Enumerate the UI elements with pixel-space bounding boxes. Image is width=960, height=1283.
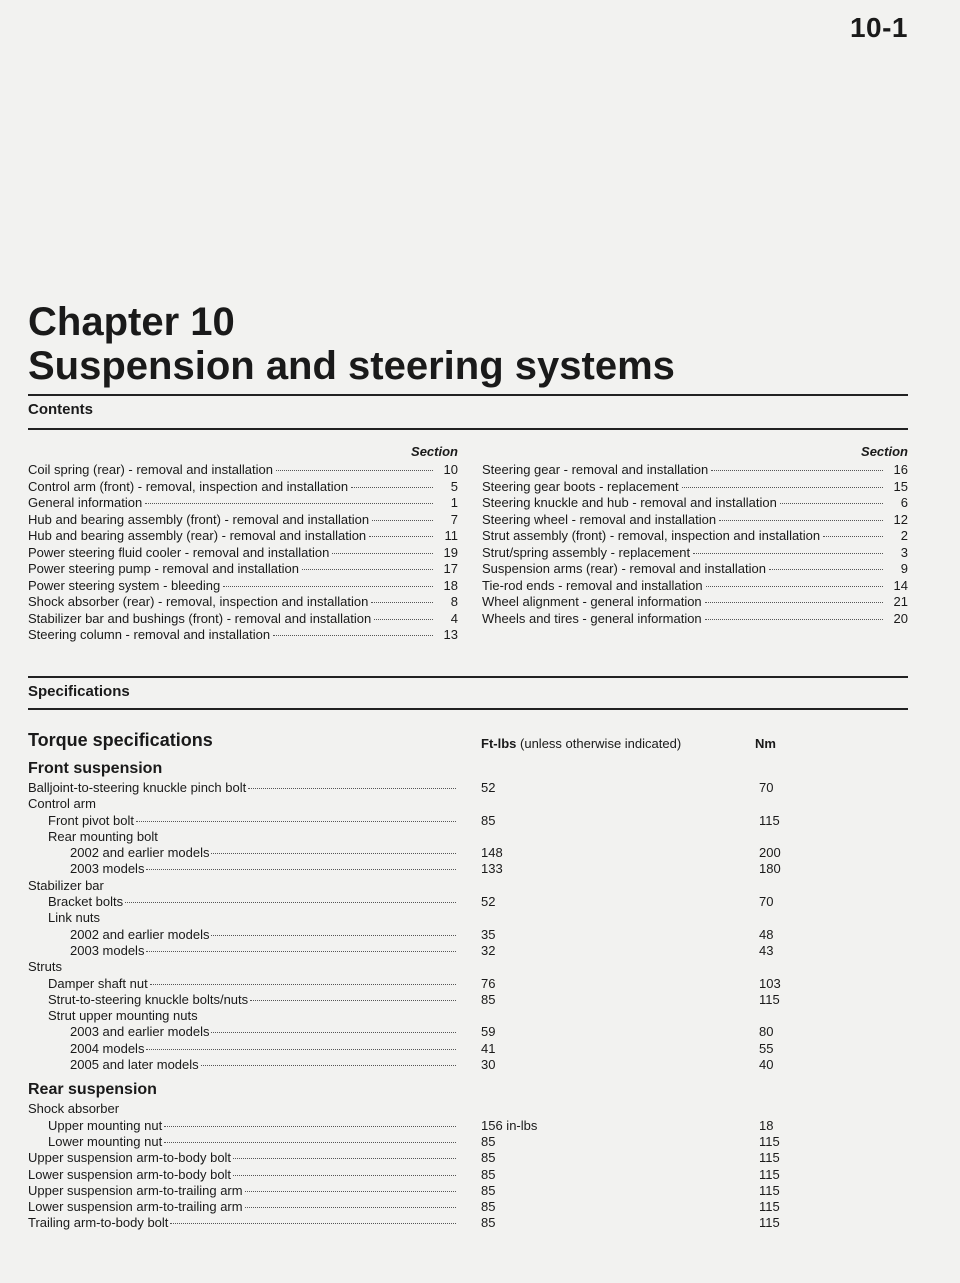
contents-entry-section: 4 <box>450 610 458 626</box>
contents-entry-title: Power steering system - bleeding <box>28 577 221 593</box>
dot-leader <box>769 569 883 570</box>
dot-leader <box>302 569 433 570</box>
dot-leader <box>233 1158 456 1159</box>
spec-row <box>28 1134 908 1150</box>
dot-leader <box>711 470 883 471</box>
spec-row <box>28 1024 908 1040</box>
ftlbs-label: Ft-lbs <box>481 736 517 751</box>
spec-ftlbs-value: 59 <box>481 1024 496 1040</box>
spec-ftlbs-value: 35 <box>481 926 496 942</box>
contents-entry-title: Steering wheel - removal and installation <box>482 511 717 527</box>
dot-leader <box>780 503 883 504</box>
spec-row <box>28 959 908 975</box>
spec-nm-value: 115 <box>759 812 780 828</box>
contents-left-column <box>28 442 458 644</box>
contents-entry-section: 7 <box>450 511 458 527</box>
spec-ftlbs-value: 85 <box>481 1166 496 1182</box>
spec-row <box>28 1057 908 1073</box>
contents-entry <box>28 561 458 578</box>
spec-label: Lower suspension arm-to-trailing arm <box>28 1199 243 1215</box>
dot-leader <box>693 553 883 554</box>
contents-entry-section: 9 <box>900 561 908 576</box>
spec-ftlbs-value: 156 in-lbs <box>481 1117 538 1133</box>
spec-row <box>28 1183 908 1199</box>
contents-entry-section: 12 <box>893 511 908 527</box>
contents-entry-title: Steering column - removal and installation <box>28 627 271 642</box>
spec-label: Strut-to-steering knuckle bolts/nuts <box>48 991 249 1007</box>
contents-entry <box>482 561 908 578</box>
spec-ftlbs-value: 85 <box>481 1133 496 1149</box>
spec-nm-value: 115 <box>759 1166 780 1182</box>
spec-ftlbs-value: 148 <box>481 845 503 861</box>
dot-leader <box>248 788 456 789</box>
spec-row <box>28 1150 908 1166</box>
spec-ftlbs-value: 52 <box>481 894 496 910</box>
contents-entry-title: Hub and bearing assembly (rear) - removal and installation <box>28 528 367 543</box>
contents-entry-title: Steering gear boots - replacement <box>482 478 679 494</box>
nm-column-header: Nm <box>755 736 776 751</box>
spec-label: Strut upper mounting nuts <box>48 1008 198 1024</box>
dot-leader <box>276 470 433 471</box>
divider-rule <box>28 708 908 710</box>
section-column-header: Section <box>411 444 458 459</box>
spec-group-heading: Front suspension <box>28 760 163 777</box>
spec-nm-value: 115 <box>759 1133 780 1149</box>
contents-entry <box>28 545 458 562</box>
contents-entry <box>482 578 908 595</box>
spec-label: 2002 and earlier models <box>70 845 210 861</box>
dot-leader <box>245 1207 456 1208</box>
contents-entry <box>28 528 458 545</box>
contents-entry-section: 13 <box>443 627 458 642</box>
contents-entry-section: 11 <box>444 528 458 543</box>
dot-leader <box>369 536 433 537</box>
spec-row <box>28 1167 908 1183</box>
contents-entry-section: 19 <box>443 544 458 560</box>
spec-label: Upper mounting nut <box>48 1117 163 1133</box>
contents-entry-section: 14 <box>893 577 908 593</box>
ftlbs-note: (unless otherwise indicated) <box>520 736 682 751</box>
dot-leader <box>245 1191 456 1192</box>
spec-row <box>28 943 908 959</box>
spec-label: Bracket bolts <box>48 894 124 910</box>
spec-nm-value: 115 <box>759 1150 780 1166</box>
contents-entry-title: Coil spring (rear) - removal and installation <box>28 462 273 477</box>
contents-entry-section: 18 <box>443 577 458 593</box>
dot-leader <box>146 951 456 952</box>
dot-leader <box>211 853 456 854</box>
contents-entry <box>482 594 908 611</box>
spec-label: Stabilizer bar <box>28 877 104 893</box>
contents-entry <box>28 512 458 529</box>
dot-leader <box>250 1000 456 1001</box>
dot-leader <box>164 1126 456 1127</box>
spec-nm-value: 80 <box>759 1024 774 1040</box>
contents-entry <box>28 462 458 479</box>
spec-row <box>28 1215 908 1231</box>
spec-nm-value: 40 <box>759 1057 774 1073</box>
dot-leader <box>150 984 456 985</box>
contents-entry-section: 2 <box>900 528 908 543</box>
section-column-header: Section <box>861 444 908 459</box>
spec-row <box>28 1118 908 1134</box>
contents-entry-section: 21 <box>893 594 908 609</box>
divider-rule <box>28 428 908 430</box>
spec-row <box>28 1041 908 1057</box>
dot-leader <box>136 821 456 822</box>
spec-label: 2004 models <box>70 1040 145 1056</box>
contents-entry-section: 20 <box>893 610 908 626</box>
spec-ftlbs-value: 30 <box>481 1057 496 1073</box>
contents-entry-section: 1 <box>450 495 458 510</box>
spec-nm-value: 115 <box>759 991 780 1007</box>
spec-group-heading: Rear suspension <box>28 1081 157 1099</box>
contents-entry-section: 3 <box>900 544 908 560</box>
contents-entry-title: Stabilizer bar and bushings (front) - removal and installation <box>28 610 372 626</box>
contents-entry-title: Shock absorber (rear) - removal, inspection and installation <box>28 594 369 609</box>
dot-leader <box>705 602 883 603</box>
torque-header <box>28 730 908 756</box>
spec-label: Link nuts <box>48 910 101 926</box>
spec-label: 2003 models <box>70 942 145 958</box>
dot-leader <box>351 487 433 488</box>
contents-entry-section: 8 <box>450 594 458 609</box>
spec-row <box>28 1199 908 1215</box>
spec-ftlbs-value: 85 <box>481 991 496 1007</box>
spec-label: 2003 models <box>70 861 145 877</box>
spec-label: 2003 and earlier models <box>70 1024 210 1040</box>
dot-leader <box>170 1223 456 1224</box>
spec-label: Lower suspension arm-to-body bolt <box>28 1166 232 1182</box>
spec-row <box>28 894 908 910</box>
contents-entry-title: Hub and bearing assembly (front) - removal and installation <box>28 511 370 527</box>
spec-nm-value: 43 <box>759 942 774 958</box>
spec-ftlbs-value: 76 <box>481 975 496 991</box>
spec-label: Trailing arm-to-body bolt <box>28 1215 169 1231</box>
dot-leader <box>211 1032 456 1033</box>
spec-nm-value: 48 <box>759 926 774 942</box>
spec-row <box>28 927 908 943</box>
contents-entry <box>28 495 458 512</box>
spec-ftlbs-value: 85 <box>481 1182 496 1198</box>
dot-leader <box>125 902 456 903</box>
chapter-subtitle: Suspension and steering systems <box>28 344 675 388</box>
spec-row <box>28 796 908 812</box>
spec-label: Rear mounting bolt <box>48 828 158 844</box>
dot-leader <box>233 1175 456 1176</box>
spec-ftlbs-value: 32 <box>481 942 496 958</box>
contents-entry <box>482 495 908 512</box>
contents-entry-title: Tie-rod ends - removal and installation <box>482 577 703 593</box>
contents-entry-title: Wheel alignment - general information <box>482 594 702 609</box>
spec-nm-value: 70 <box>759 780 774 795</box>
dot-leader <box>372 520 433 521</box>
contents-entry <box>28 578 458 595</box>
contents-entry <box>482 528 908 545</box>
spec-label: 2005 and later models <box>70 1057 199 1073</box>
spec-ftlbs-value: 41 <box>481 1040 496 1056</box>
torque-spec-table <box>28 758 908 1232</box>
contents-entry-title: Strut assembly (front) - removal, inspection and installation <box>482 528 821 543</box>
dot-leader <box>706 586 883 587</box>
page-number: 10-1 <box>849 12 908 43</box>
spec-ftlbs-value: 133 <box>481 861 503 877</box>
specifications-heading: Specifications <box>28 683 130 700</box>
torque-title: Torque specifications <box>28 730 213 750</box>
spec-row <box>28 910 908 926</box>
dot-leader <box>211 935 456 936</box>
spec-nm-value: 180 <box>759 861 781 877</box>
contents-heading: Contents <box>28 401 93 418</box>
contents-entry-section: 17 <box>443 561 458 576</box>
dot-leader <box>719 520 883 521</box>
dot-leader <box>164 1142 456 1143</box>
spec-label: Front pivot bolt <box>48 812 134 828</box>
spec-row <box>28 878 908 894</box>
spec-label: Upper suspension arm-to-trailing arm <box>28 1182 243 1198</box>
spec-nm-value: 115 <box>759 1215 780 1231</box>
spec-row <box>28 845 908 861</box>
spec-ftlbs-value: 85 <box>481 1199 496 1215</box>
spec-nm-value: 70 <box>759 894 774 910</box>
contents-entry-section: 6 <box>900 495 908 510</box>
spec-ftlbs-value: 85 <box>481 1215 496 1231</box>
spec-label: Shock absorber <box>28 1101 120 1117</box>
contents-entry-section: 5 <box>450 478 458 494</box>
contents-right-column <box>482 442 908 627</box>
contents-entry-title: Control arm (front) - removal, inspection and installation <box>28 478 349 494</box>
ftlbs-column-header <box>481 736 681 751</box>
dot-leader <box>223 586 433 587</box>
contents-entry-title: Power steering fluid cooler - removal and installation <box>28 544 330 560</box>
dot-leader <box>146 1049 456 1050</box>
contents-entry-section: 16 <box>893 462 908 477</box>
dot-leader <box>705 619 883 620</box>
dot-leader <box>273 635 433 636</box>
contents-entry-title: Power steering pump - removal and installation <box>28 561 299 576</box>
contents-entry <box>482 479 908 496</box>
spec-row <box>28 992 908 1008</box>
contents-entry-title: Steering knuckle and hub - removal and installation <box>482 495 777 510</box>
spec-label: Damper shaft nut <box>48 975 148 991</box>
contents-entry-title: Strut/spring assembly - replacement <box>482 544 691 560</box>
spec-nm-value: 55 <box>759 1040 774 1056</box>
contents-entry <box>28 627 458 644</box>
spec-label: Balljoint-to-steering knuckle pinch bolt <box>28 780 247 795</box>
spec-ftlbs-value: 85 <box>481 1150 496 1166</box>
contents-entry-section: 10 <box>443 462 458 477</box>
divider-rule <box>28 394 908 396</box>
spec-nm-value: 115 <box>759 1199 780 1215</box>
spec-label: Lower mounting nut <box>48 1133 163 1149</box>
contents-entry-title: Steering gear - removal and installation <box>482 462 709 477</box>
spec-nm-value: 115 <box>759 1182 780 1198</box>
spec-row <box>28 1101 908 1117</box>
spec-row <box>28 976 908 992</box>
dot-leader <box>201 1065 456 1066</box>
contents-entry-section: 15 <box>893 478 908 494</box>
spec-row <box>28 1008 908 1024</box>
spec-label: Control arm <box>28 796 96 812</box>
spec-nm-value: 200 <box>759 845 781 861</box>
spec-row <box>28 780 908 796</box>
dot-leader <box>374 619 433 620</box>
contents-entry <box>28 479 458 496</box>
contents-entry <box>482 462 908 479</box>
dot-leader <box>332 553 433 554</box>
spec-label: 2002 and earlier models <box>70 926 210 942</box>
spec-ftlbs-value: 85 <box>481 812 496 828</box>
dot-leader <box>146 869 456 870</box>
spec-nm-value: 103 <box>759 975 781 991</box>
dot-leader <box>145 503 433 504</box>
contents-entry-title: Wheels and tires - general information <box>482 610 702 626</box>
spec-label: Struts <box>28 959 62 975</box>
contents-entry-title: Suspension arms (rear) - removal and installation <box>482 561 766 576</box>
contents-entry <box>482 611 908 628</box>
spec-row <box>28 829 908 845</box>
spec-label: Upper suspension arm-to-body bolt <box>28 1150 232 1166</box>
spec-nm-value: 18 <box>759 1117 774 1133</box>
contents-entry <box>482 512 908 529</box>
dot-leader <box>682 487 883 488</box>
contents-entry <box>482 545 908 562</box>
divider-rule <box>28 676 908 678</box>
spec-ftlbs-value: 52 <box>481 780 496 795</box>
chapter-heading <box>28 300 675 388</box>
dot-leader <box>371 602 433 603</box>
contents-entry-title: General information <box>28 495 143 510</box>
spec-row <box>28 813 908 829</box>
contents-entry <box>28 594 458 611</box>
spec-row <box>28 861 908 877</box>
dot-leader <box>823 536 883 537</box>
contents-entry <box>28 611 458 628</box>
chapter-title: Chapter 10 <box>28 300 235 344</box>
